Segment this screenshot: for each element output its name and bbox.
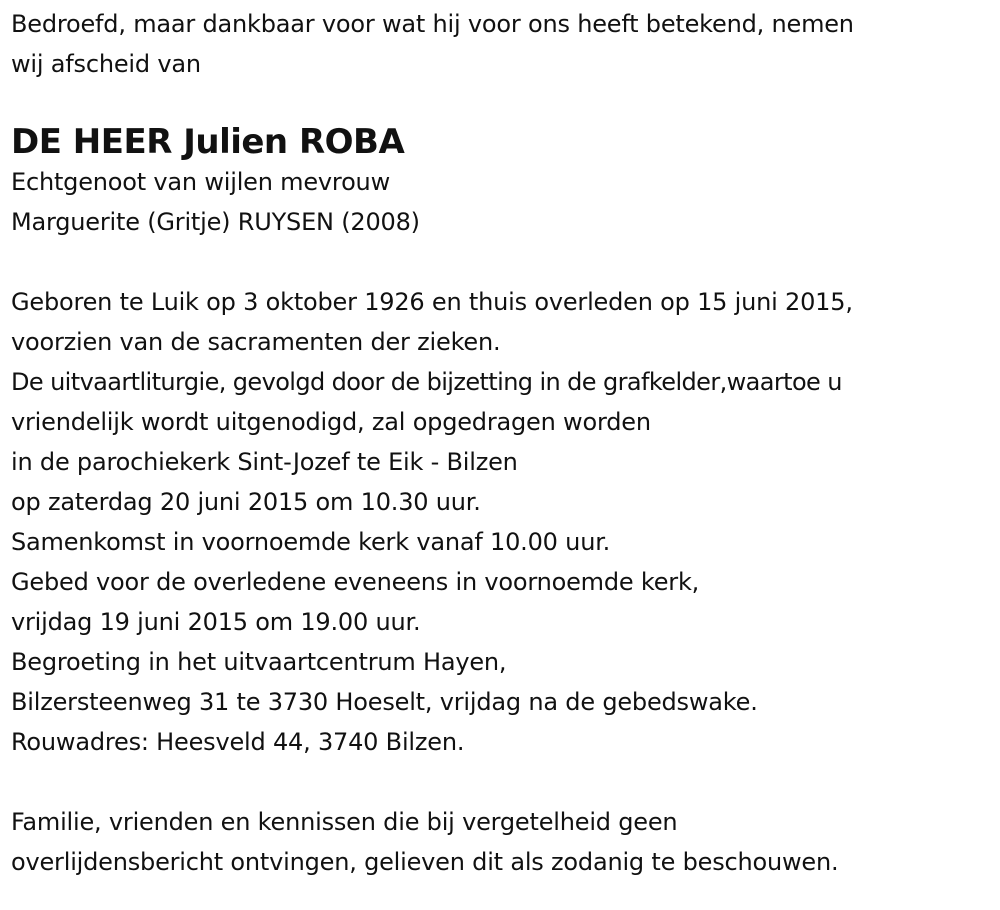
details-line: vrijdag 19 juni 2015 om 19.00 uur. <box>11 608 421 636</box>
intro-line: Bedroefd, maar dankbaar voor wat hij voor ons heeft betekend, nemen <box>11 10 854 38</box>
spouse-line: Marguerite (Gritje) RUYSEN (2008) <box>11 208 420 236</box>
details-line: Begroeting in het uitvaartcentrum Hayen, <box>11 648 507 676</box>
details-line: Samenkomst in voornoemde kerk vanaf 10.00 uur. <box>11 528 611 556</box>
deceased-name: DE HEER Julien ROBA <box>11 122 405 162</box>
closing-line: Familie, vrienden en kennissen die bij vergetelheid geen <box>11 808 678 836</box>
closing-line: overlijdensbericht ontvingen, gelieven dit als zodanig te beschouwen. <box>11 848 839 876</box>
intro-line: wij afscheid van <box>11 50 201 78</box>
details-line: Bilzersteenweg 31 te 3730 Hoeselt, vrijdag na de gebedswake. <box>11 688 758 716</box>
spouse-line: Echtgenoot van wijlen mevrouw <box>11 168 390 196</box>
details-line: Rouwadres: Heesveld 44, 3740 Bilzen. <box>11 728 465 756</box>
details-section <box>11 282 996 762</box>
spouse-section <box>11 162 996 242</box>
details-line: in de parochiekerk Sint-Jozef te Eik - Bilzen <box>11 448 518 476</box>
details-line: Geboren te Luik op 3 oktober 1926 en thuis overleden op 15 juni 2015, <box>11 288 853 316</box>
obituary-notice <box>11 0 996 882</box>
closing-section <box>11 802 996 882</box>
details-line: Gebed voor de overledene eveneens in voornoemde kerk, <box>11 568 700 596</box>
details-line: vriendelijk wordt uitgenodigd, zal opgedragen worden <box>11 408 651 436</box>
details-line: op zaterdag 20 juni 2015 om 10.30 uur. <box>11 488 481 516</box>
details-line: voorzien van de sacramenten der zieken. <box>11 328 501 356</box>
details-line: De uitvaartliturgie, gevolgd door de bijzetting in de grafkelder,waartoe u <box>11 368 842 396</box>
intro-section <box>11 4 996 84</box>
